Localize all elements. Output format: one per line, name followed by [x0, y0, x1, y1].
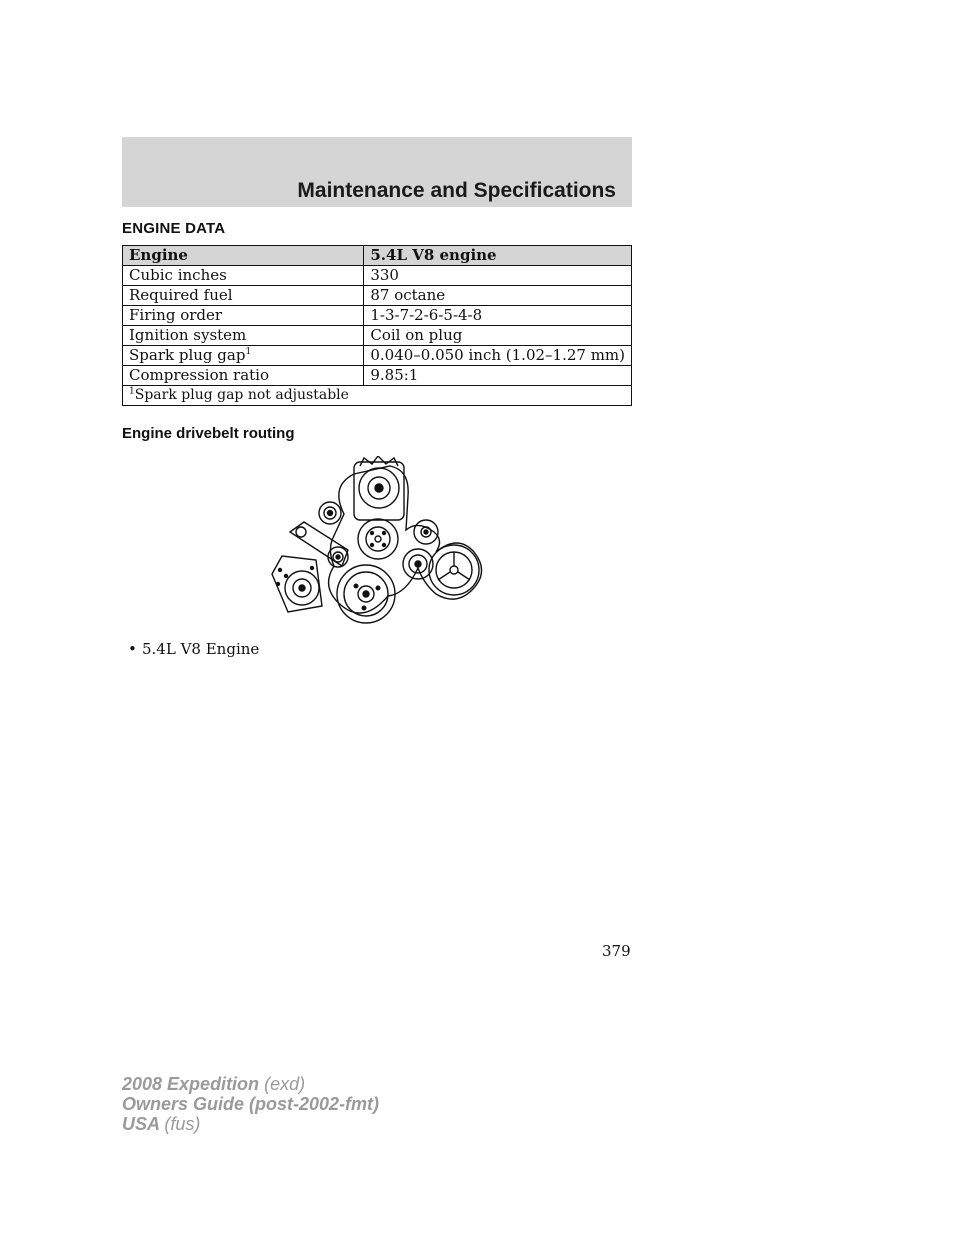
table-cell-label: Ignition system: [123, 326, 364, 346]
table-cell-label: Firing order: [123, 306, 364, 326]
table-cell-value: 87 octane: [364, 286, 632, 306]
footer-line: [122, 1114, 379, 1134]
table-cell-label: Cubic inches: [123, 266, 364, 286]
engine-data-heading: ENGINE DATA: [122, 220, 226, 237]
table-cell-label: Required fuel: [123, 286, 364, 306]
drivebelt-path: [329, 466, 482, 613]
table-cell-value: 330: [364, 266, 632, 286]
footer-market: USA: [122, 1114, 160, 1134]
table-header-cell: Engine: [123, 246, 364, 266]
table-row: [123, 326, 632, 346]
drivebelt-routing-heading: Engine drivebelt routing: [122, 425, 295, 442]
power-steering-pulley: [403, 549, 433, 579]
engine-data-table: [122, 245, 632, 406]
table-footnote: [123, 386, 632, 406]
footer-model-code: (exd): [264, 1074, 306, 1094]
table-cell-label: [123, 346, 364, 366]
table-footnote-row: [123, 386, 632, 406]
table-row: [123, 266, 632, 286]
table-row: [123, 366, 632, 386]
crankshaft-pulley: [337, 565, 395, 623]
footer-line: [122, 1094, 379, 1114]
idler-pulley-upper: [319, 502, 341, 524]
page-number: 379: [602, 942, 631, 960]
bullet-text: 5.4L V8 Engine: [142, 640, 260, 658]
table-row: [123, 286, 632, 306]
footer-line: [122, 1074, 379, 1094]
bullet-item: [128, 640, 259, 658]
bullet-icon: •: [128, 640, 137, 658]
footer-market-code: (fus): [164, 1114, 201, 1134]
table-cell-value: 9.85:1: [364, 366, 632, 386]
drivebelt-routing-diagram: [268, 456, 488, 624]
footnote-reference: 1: [245, 347, 252, 357]
table-cell-label: Compression ratio: [123, 366, 364, 386]
table-header-cell: 5.4L V8 engine: [364, 246, 632, 266]
table-row: [123, 306, 632, 326]
footer-guide: Owners Guide (post-2002-fmt): [122, 1094, 380, 1114]
document-footer: [122, 1074, 379, 1134]
water-pump-pulley: [358, 519, 398, 559]
table-cell-value: 0.040–0.050 inch (1.02–1.27 mm): [364, 346, 632, 366]
spark-plug-gap-label: Spark plug gap: [129, 346, 246, 364]
belt-tensioner: [290, 522, 348, 567]
table-header-row: [123, 246, 632, 266]
section-header-band: [122, 137, 632, 207]
footnote-text: Spark plug gap not adjustable: [134, 387, 349, 403]
ac-compressor-pulley: [272, 556, 322, 612]
alternator-pulley: [354, 456, 404, 520]
footnote-marker: 1: [129, 386, 135, 397]
table-cell-value: Coil on plug: [364, 326, 632, 346]
table-cell-value: 1-3-7-2-6-5-4-8: [364, 306, 632, 326]
fan-pulley: [429, 545, 479, 595]
table-row: [123, 346, 632, 366]
section-header-title: Maintenance and Specifications: [297, 179, 616, 202]
footer-model: 2008 Expedition: [122, 1074, 260, 1094]
